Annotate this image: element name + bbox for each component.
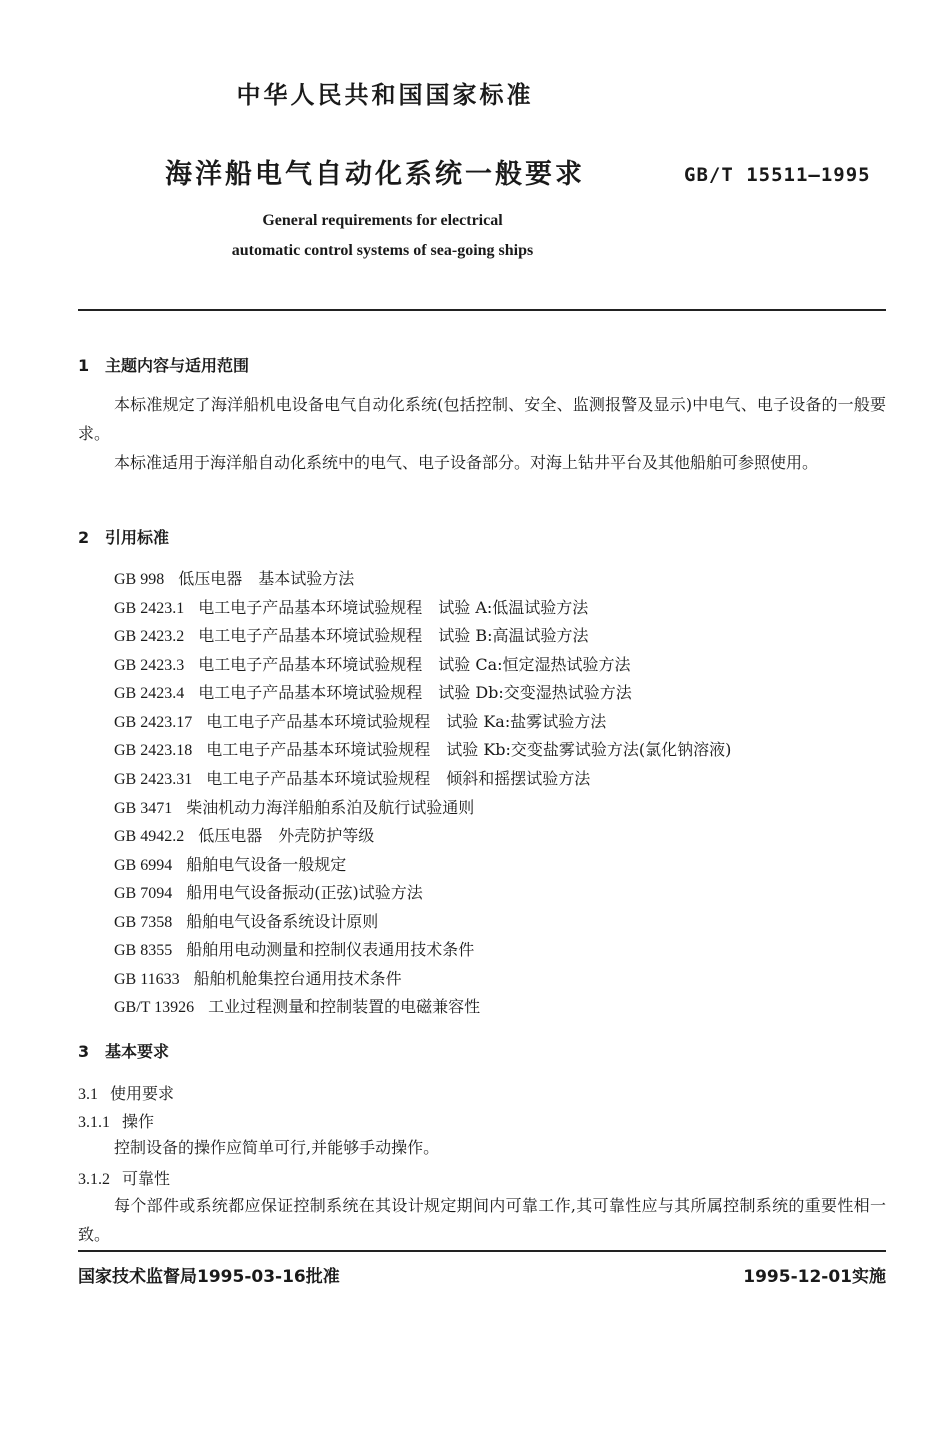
reference-code: GB 6994 [114,857,173,874]
reference-item [114,966,402,989]
reference-item [114,680,632,703]
subsection-title: 可靠性 [122,1169,171,1188]
reference-code: GB 2423.2 [114,628,185,645]
reference-item [114,795,474,818]
document-title: 海洋船电气自动化系统一般要求 [165,159,585,190]
section-1-heading [78,353,249,376]
section-number: 3 [78,1042,90,1061]
reference-code: GB/T 13926 [114,999,195,1016]
reference-code: GB 2423.3 [114,657,185,674]
reference-item [114,652,631,675]
subsection-3-1-1 [78,1109,154,1132]
header-rule [78,309,886,311]
reference-title: 电工电子产品基本环境试验规程 试验 Ca:恒定湿热试验方法 [198,655,631,674]
reference-code: GB 2423.18 [114,742,193,759]
section-number: 2 [78,528,90,547]
reference-title: 船舶电气设备系统设计原则 [186,912,379,931]
subsection-3-1-2 [78,1166,170,1189]
reference-code: GB 2423.31 [114,771,193,788]
reference-title: 船舶电气设备一般规定 [186,855,347,874]
reference-title: 电工电子产品基本环境试验规程 倾斜和摇摆试验方法 [206,769,591,788]
section-number: 1 [78,356,90,375]
reference-code: GB 11633 [114,971,180,988]
reference-item [114,909,378,932]
subsection-title: 操作 [122,1112,155,1131]
effective-date: 1995-12-01实施 [743,1267,886,1287]
section-3-heading [78,1039,169,1062]
english-title-line-1: General requirements for electrical [262,212,503,229]
reference-code: GB 3471 [114,800,173,817]
section-title: 基本要求 [105,1042,170,1061]
reference-item [114,880,423,903]
reference-title: 电工电子产品基本环境试验规程 试验 Db:交变湿热试验方法 [198,683,632,702]
english-title-line-2: automatic control systems of sea-going ships [231,242,534,259]
reference-code: GB 4942.2 [114,828,185,845]
reference-item [114,937,474,960]
standard-number: GB/T 15511—1995 [684,164,871,186]
issuing-header: 中华人民共和国国家标准 [236,81,534,109]
footer-rule [78,1250,886,1252]
reference-item [114,994,480,1017]
subsection-number: 3.1.1 [78,1114,110,1131]
subsection-3-1 [78,1081,174,1104]
reference-item [114,595,588,618]
reference-item [114,823,374,846]
reference-title: 低压电器 基本试验方法 [178,569,355,588]
approval-date: 国家技术监督局1995-03-16批准 [78,1267,340,1287]
section-1-paragraph-1: 本标准规定了海洋船机电设备电气自动化系统(包括控制、安全、监测报警及显示)中电气、电子设备的一般要求。 [78,395,886,443]
reference-code: GB 2423.1 [114,600,185,617]
reference-title: 电工电子产品基本环境试验规程 试验 Kb:交变盐雾试验方法(氯化钠溶液) [206,740,732,759]
subsection-3-1-2-text: 每个部件或系统都应保证控制系统在其设计规定期间内可靠工作,其可靠性应与其所属控制系统的重要性相一致。 [78,1196,886,1244]
section-1-paragraph-2: 本标准适用于海洋船自动化系统中的电气、电子设备部分。对海上钻井平台及其他船舶可参照使用。 [114,453,819,472]
reference-code: GB 7094 [114,885,173,902]
reference-title: 工业过程测量和控制装置的电磁兼容性 [208,997,481,1016]
reference-code: GB 2423.4 [114,685,185,702]
reference-title: 低压电器 外壳防护等级 [198,826,375,845]
reference-item [114,566,354,589]
reference-item [114,737,731,760]
reference-title: 电工电子产品基本环境试验规程 试验 Ka:盐雾试验方法 [206,712,607,731]
section-title: 主题内容与适用范围 [105,356,250,375]
subsection-number: 3.1 [78,1086,98,1103]
section-title: 引用标准 [105,528,170,547]
reference-code: GB 998 [114,571,165,588]
reference-title: 船舶用电动测量和控制仪表通用技术条件 [186,940,475,959]
reference-title: 电工电子产品基本环境试验规程 试验 B:高温试验方法 [198,626,589,645]
reference-title: 电工电子产品基本环境试验规程 试验 A:低温试验方法 [198,598,589,617]
reference-item [114,623,588,646]
reference-code: GB 8355 [114,942,173,959]
reference-item [114,766,590,789]
reference-title: 船舶机舱集控台通用技术条件 [193,969,402,988]
subsection-3-1-1-text: 控制设备的操作应简单可行,并能够手动操作。 [114,1138,440,1157]
section-2-heading [78,525,169,548]
reference-title: 柴油机动力海洋船舶系泊及航行试验通则 [186,798,475,817]
subsection-number: 3.1.2 [78,1171,110,1188]
subsection-title: 使用要求 [110,1084,175,1103]
reference-code: GB 7358 [114,914,173,931]
reference-item [114,709,606,732]
reference-code: GB 2423.17 [114,714,193,731]
reference-item [114,852,346,875]
reference-title: 船用电气设备振动(正弦)试验方法 [186,883,423,902]
